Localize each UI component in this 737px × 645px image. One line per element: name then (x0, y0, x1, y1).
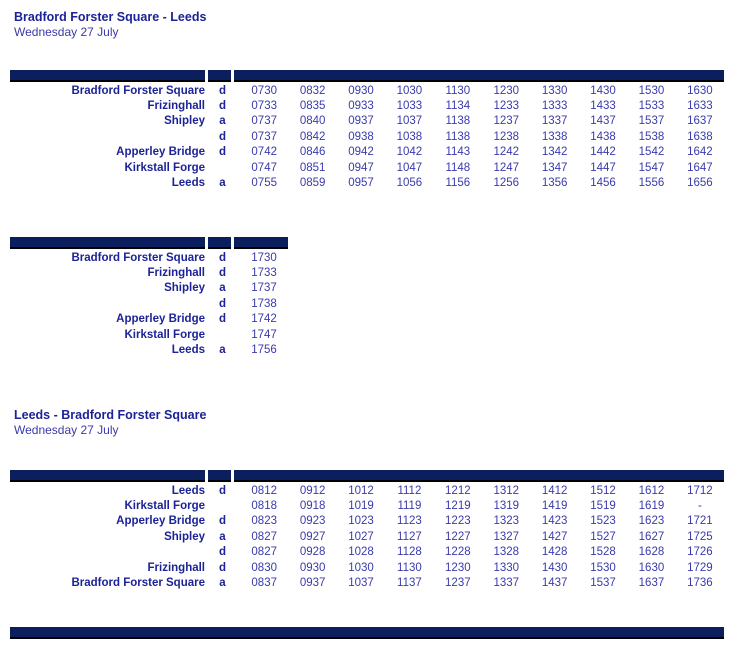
time-cell: 1112 (397, 484, 422, 497)
timetable-row (10, 545, 724, 560)
time-cell: 0933 (348, 100, 374, 113)
station-name: Leeds (171, 344, 205, 357)
time-cell: 1638 (687, 130, 713, 143)
time-cell: 1726 (687, 546, 713, 559)
time-cell: 0846 (299, 146, 326, 159)
header-bar-station-segment (10, 70, 205, 82)
time-cell: 1230 (445, 561, 471, 574)
time-cell: 1330 (541, 84, 568, 97)
time-cell: 1028 (348, 546, 374, 559)
timetable-row (10, 529, 724, 544)
time-cell: 1642 (687, 146, 713, 159)
time-cell: 1537 (590, 577, 616, 590)
time-cell: 1127 (397, 530, 422, 543)
time-cell: 1737 (251, 282, 277, 295)
table-header-bar (10, 70, 724, 82)
time-cell: 1756 (251, 344, 277, 357)
station-name: Frizinghall (147, 267, 205, 280)
station-name: Frizinghall (147, 561, 205, 574)
time-cell: 0827 (251, 530, 277, 543)
time-cell: 1530 (590, 561, 616, 574)
station-name: Bradford Forster Square (71, 577, 205, 590)
time-cell: 1721 (687, 515, 713, 528)
time-cell: 0737 (251, 130, 277, 143)
time-cell: 1123 (397, 515, 422, 528)
time-cell: 0947 (348, 161, 374, 174)
timetable-row (10, 114, 724, 129)
arrive-depart-marker: d (218, 546, 227, 559)
footer-bar (10, 627, 724, 639)
timetable-outbound (10, 70, 724, 191)
time-cell: 0730 (251, 84, 277, 97)
arrive-depart-marker: a (219, 344, 226, 357)
time-cell: 0957 (348, 177, 374, 190)
time-cell: 1256 (493, 177, 520, 190)
time-cell: 1527 (590, 530, 616, 543)
time-cell: 1037 (348, 577, 374, 590)
time-cell: 1630 (687, 84, 713, 97)
time-cell: 0755 (251, 177, 277, 190)
header-bar-times-segment (234, 237, 288, 249)
timetable-row (10, 342, 288, 357)
time-cell: 1037 (396, 115, 423, 128)
timetable-row (10, 281, 288, 296)
time-cell: 1242 (493, 146, 520, 159)
time-cell: 0827 (251, 546, 277, 559)
time-cell: 1547 (638, 161, 665, 174)
table-rows (10, 83, 724, 191)
arrive-depart-marker: a (219, 282, 226, 295)
header-bar-times-segment (234, 70, 724, 82)
time-cell: 1637 (687, 115, 713, 128)
route-title: Leeds - Bradford Forster Square (14, 408, 207, 422)
station-name: Bradford Forster Square (71, 84, 205, 97)
arrive-depart-marker: a (219, 177, 226, 190)
time-cell: 1512 (590, 484, 616, 497)
time-cell: 0930 (348, 84, 374, 97)
time-cell: 1042 (396, 146, 423, 159)
route-title: Bradford Forster Square - Leeds (14, 10, 207, 24)
arrive-depart-marker: d (218, 100, 227, 113)
time-cell: 1423 (541, 515, 568, 528)
time-cell: 0927 (299, 530, 326, 543)
time-cell: 1542 (638, 146, 665, 159)
time-cell: 1047 (396, 161, 423, 174)
time-cell: 1633 (687, 100, 713, 113)
arrive-depart-marker: a (219, 115, 226, 128)
station-name: Shipley (164, 282, 205, 295)
time-cell: 1438 (590, 130, 616, 143)
station-name: Kirkstall Forge (124, 328, 205, 341)
timetable-row (10, 327, 288, 342)
table-rows (10, 250, 288, 358)
time-cell: 1230 (493, 84, 520, 97)
table-header-bar (10, 237, 288, 249)
arrive-depart-marker: d (218, 561, 227, 574)
timetable-row (10, 160, 724, 175)
time-cell: 0918 (299, 500, 326, 513)
time-cell: 1128 (397, 546, 422, 559)
time-cell: 1647 (687, 161, 713, 174)
time-cell: 1537 (638, 115, 665, 128)
header-bar-marker-segment (208, 470, 231, 482)
time-cell: 0747 (251, 161, 277, 174)
time-cell: 1237 (445, 577, 471, 590)
station-name: Apperley Bridge (116, 146, 205, 159)
time-cell: 1330 (493, 561, 520, 574)
time-cell: 1428 (541, 546, 568, 559)
timetable-row (10, 175, 724, 190)
time-cell: 1327 (493, 530, 520, 543)
time-cell: 1233 (493, 100, 520, 113)
time-cell: 1338 (541, 130, 568, 143)
time-cell: 1656 (687, 177, 713, 190)
time-cell: 1447 (590, 161, 616, 174)
station-name: Kirkstall Forge (124, 500, 205, 513)
time-cell: 1219 (445, 500, 471, 513)
time-cell: 1328 (493, 546, 520, 559)
time-cell: 1143 (445, 146, 471, 159)
timetable-row (10, 575, 724, 590)
table-header-bar (10, 470, 724, 482)
time-cell: 1430 (541, 561, 568, 574)
time-cell: 0937 (299, 577, 326, 590)
time-cell: 1223 (445, 515, 471, 528)
time-cell: 1038 (396, 130, 423, 143)
timetable-row (10, 498, 724, 513)
time-cell: 1742 (251, 313, 277, 326)
time-cell: 1156 (445, 177, 471, 190)
time-cell: 1530 (638, 84, 665, 97)
header-bar-station-segment (10, 237, 205, 249)
arrive-depart-marker: a (219, 530, 226, 543)
time-cell: 1538 (638, 130, 665, 143)
time-cell: 1119 (397, 500, 422, 513)
timetable-row (10, 483, 724, 498)
timetable-row (10, 83, 724, 98)
header-bar-times-segment (234, 470, 724, 482)
time-cell: 0812 (251, 484, 277, 497)
time-cell: 1337 (493, 577, 520, 590)
time-cell: 0937 (348, 115, 374, 128)
station-name: Leeds (171, 484, 205, 497)
arrive-depart-marker: a (219, 577, 226, 590)
time-cell: 0832 (299, 84, 326, 97)
route-date: Wednesday 27 July (14, 423, 119, 437)
time-cell: 0938 (348, 130, 374, 143)
time-cell: 1612 (638, 484, 665, 497)
time-cell: 1747 (251, 328, 277, 341)
time-cell: 1533 (638, 100, 665, 113)
time-cell: 1228 (445, 546, 471, 559)
section-header-outbound (14, 10, 206, 40)
time-cell: 1430 (590, 84, 616, 97)
time-cell: 1437 (590, 115, 616, 128)
route-date: Wednesday 27 July (14, 25, 119, 39)
time-cell: 1736 (687, 577, 713, 590)
timetable-row (10, 98, 724, 113)
time-cell: 1312 (493, 484, 520, 497)
time-cell: 1619 (638, 500, 665, 513)
time-cell: 1227 (445, 530, 471, 543)
time-cell: 1523 (590, 515, 616, 528)
time-cell: 1729 (687, 561, 713, 574)
station-name: Bradford Forster Square (71, 251, 205, 264)
arrive-depart-marker: d (218, 146, 227, 159)
time-cell: 1212 (445, 484, 471, 497)
time-cell: 1627 (638, 530, 665, 543)
station-name: Apperley Bridge (116, 313, 205, 326)
timetable-return (10, 470, 724, 591)
time-cell: 0842 (299, 130, 326, 143)
timetable-row (10, 145, 724, 160)
timetable-row (10, 250, 288, 265)
time-cell: 1023 (348, 515, 374, 528)
header-bar-station-segment (10, 470, 205, 482)
arrive-depart-marker: d (218, 130, 227, 143)
station-name: Shipley (164, 115, 205, 128)
time-cell: 1030 (348, 561, 374, 574)
time-cell: 1027 (348, 530, 374, 543)
time-cell: 1134 (445, 100, 471, 113)
time-cell: - (697, 500, 702, 513)
station-name: Frizinghall (147, 100, 205, 113)
time-cell: 1319 (493, 500, 520, 513)
time-cell: 0942 (348, 146, 374, 159)
time-cell: 1528 (590, 546, 616, 559)
arrive-depart-marker: d (218, 267, 227, 280)
arrive-depart-marker: d (218, 515, 227, 528)
time-cell: 1519 (590, 500, 616, 513)
arrive-depart-marker: d (218, 313, 227, 326)
time-cell: 1738 (251, 297, 277, 310)
time-cell: 1725 (687, 530, 713, 543)
time-cell: 1019 (348, 500, 374, 513)
arrive-depart-marker: d (218, 484, 227, 497)
time-cell: 0851 (299, 161, 326, 174)
time-cell: 1333 (541, 100, 568, 113)
timetable-row (10, 296, 288, 311)
timetable-row (10, 312, 288, 327)
header-bar-marker-segment (208, 237, 231, 249)
time-cell: 1442 (590, 146, 616, 159)
time-cell: 0737 (251, 115, 277, 128)
station-name: Shipley (164, 530, 205, 543)
timetable-row (10, 560, 724, 575)
time-cell: 1138 (445, 115, 471, 128)
time-cell: 0930 (299, 561, 326, 574)
time-cell: 1342 (541, 146, 568, 159)
timetable-row (10, 129, 724, 144)
timetable-outbound-later (10, 237, 288, 358)
time-cell: 0742 (251, 146, 277, 159)
time-cell: 1556 (638, 177, 665, 190)
time-cell: 1412 (541, 484, 568, 497)
time-cell: 1148 (445, 161, 471, 174)
time-cell: 1630 (638, 561, 665, 574)
time-cell: 1247 (493, 161, 520, 174)
time-cell: 1138 (445, 130, 471, 143)
time-cell: 1356 (541, 177, 568, 190)
time-cell: 1033 (396, 100, 423, 113)
time-cell: 1628 (638, 546, 665, 559)
time-cell: 1623 (638, 515, 665, 528)
arrive-depart-marker: d (218, 251, 227, 264)
station-name: Apperley Bridge (116, 515, 205, 528)
time-cell: 1427 (541, 530, 568, 543)
header-bar-marker-segment (208, 70, 231, 82)
time-cell: 0823 (251, 515, 277, 528)
time-cell: 1437 (541, 577, 568, 590)
time-cell: 0830 (251, 561, 277, 574)
time-cell: 0835 (299, 100, 326, 113)
time-cell: 0837 (251, 577, 277, 590)
arrive-depart-marker: d (218, 84, 227, 97)
time-cell: 0928 (299, 546, 326, 559)
time-cell: 0818 (251, 500, 277, 513)
time-cell: 1137 (397, 577, 422, 590)
timetable-row (10, 514, 724, 529)
time-cell: 0912 (299, 484, 326, 497)
time-cell: 1130 (397, 561, 422, 574)
timetable-row (10, 265, 288, 280)
time-cell: 1237 (493, 115, 520, 128)
time-cell: 1419 (541, 500, 568, 513)
time-cell: 0840 (299, 115, 326, 128)
section-header-return (14, 408, 206, 438)
station-name: Leeds (171, 177, 205, 190)
time-cell: 1130 (445, 84, 471, 97)
time-cell: 0923 (299, 515, 326, 528)
time-cell: 1347 (541, 161, 568, 174)
time-cell: 1323 (493, 515, 520, 528)
time-cell: 1637 (638, 577, 665, 590)
table-rows (10, 483, 724, 591)
arrive-depart-marker: d (218, 297, 227, 310)
time-cell: 1456 (590, 177, 616, 190)
time-cell: 1012 (348, 484, 374, 497)
time-cell: 1433 (590, 100, 616, 113)
time-cell: 1056 (396, 177, 423, 190)
time-cell: 1712 (687, 484, 713, 497)
time-cell: 1733 (251, 267, 277, 280)
time-cell: 1238 (493, 130, 520, 143)
time-cell: 1337 (541, 115, 568, 128)
time-cell: 0733 (251, 100, 277, 113)
time-cell: 0859 (299, 177, 326, 190)
time-cell: 1030 (396, 84, 423, 97)
time-cell: 1730 (251, 251, 277, 264)
station-name: Kirkstall Forge (124, 161, 205, 174)
